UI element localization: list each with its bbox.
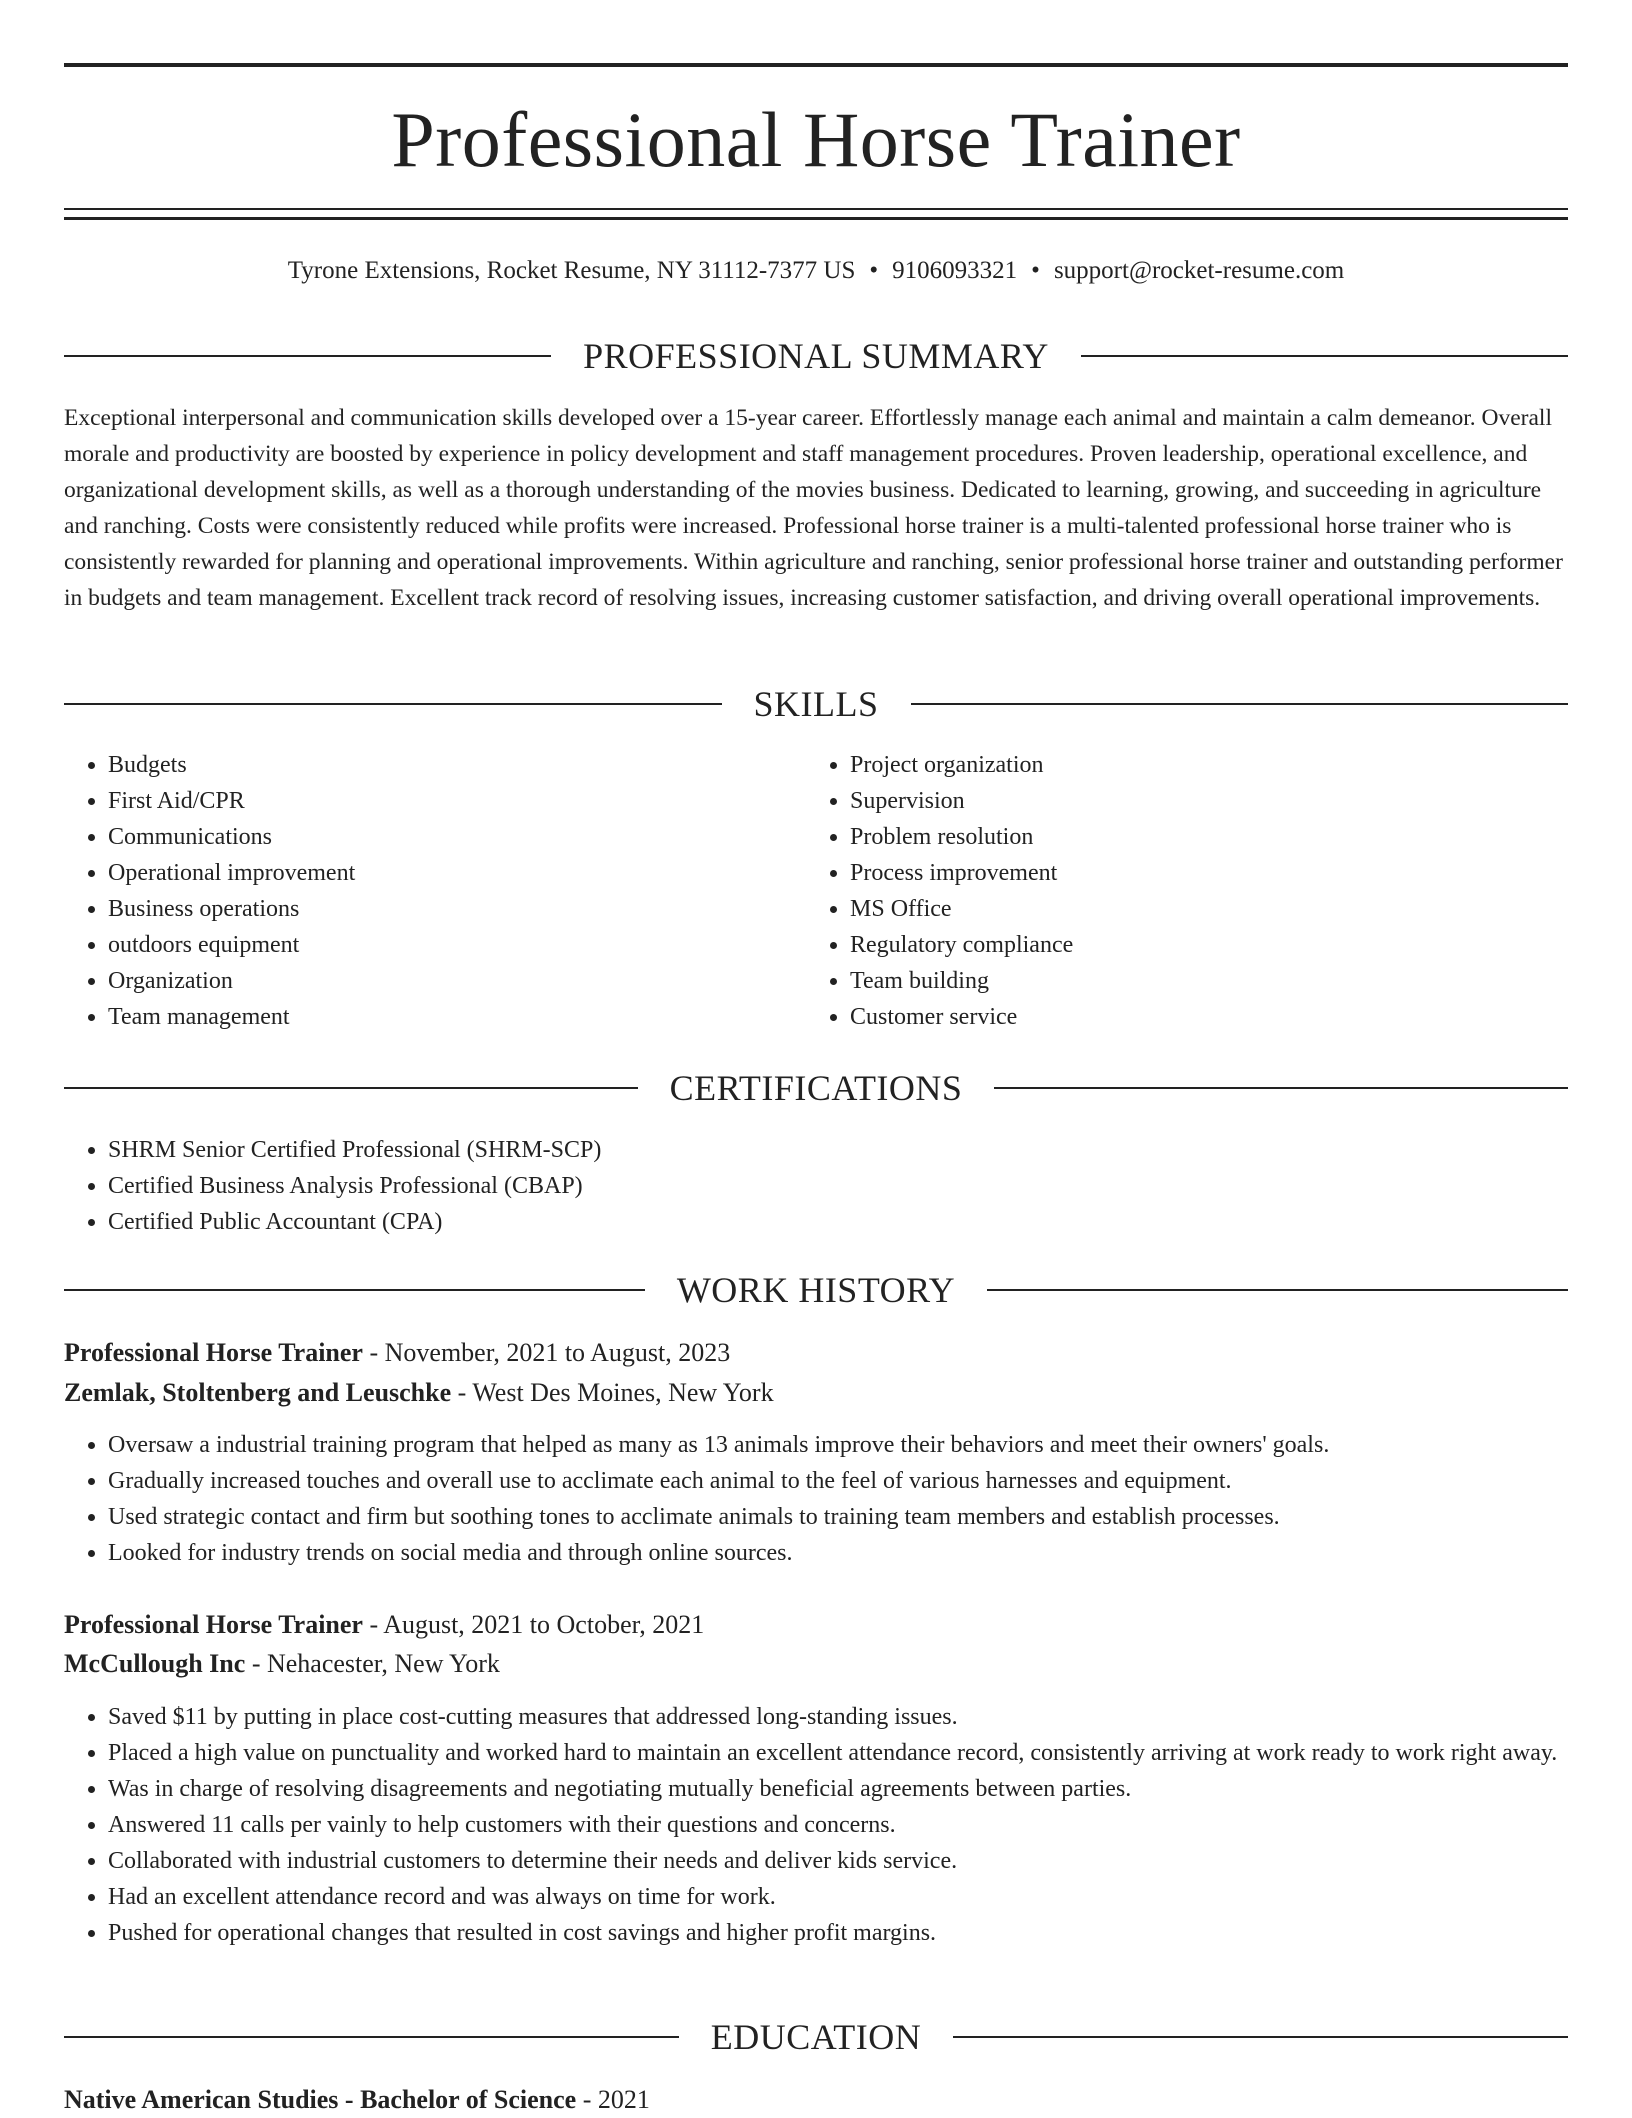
job-role: Professional Horse Trainer [64, 1338, 363, 1367]
job-company-line [64, 1375, 1568, 1411]
job-company-line [64, 1646, 1568, 1682]
section-heading-summary [64, 334, 1568, 378]
skill-item: • Team management [108, 999, 788, 1035]
section-title: SKILLS [753, 684, 879, 724]
job-bullet: • Placed a high value on punctuality and worked hard to maintain an excellent attendance record, consistently arriving at work ready to work right away. [108, 1735, 1612, 1771]
heading-rule [987, 1289, 1568, 1291]
heading-rule [64, 2036, 679, 2038]
heading-rule [64, 703, 722, 705]
skill-item: • Customer service [850, 999, 1550, 1035]
job-bullet: • Had an excellent attendance record and was always on time for work. [108, 1879, 1612, 1915]
job-location: - West Des Moines, New York [451, 1378, 774, 1407]
education-year: - 2021 [576, 2085, 650, 2114]
job-title-line [64, 1335, 1568, 1371]
skills-list-left [64, 747, 788, 1035]
education-line [64, 2082, 1568, 2118]
certification-item: • Certified Business Analysis Professional (CBAP) [108, 1168, 1548, 1204]
contact-email[interactable]: support@rocket-resume.com [1053, 257, 1345, 284]
skill-item: • Business operations [108, 891, 788, 927]
job-bullet: • Was in charge of resolving disagreements and negotiating mutually beneficial agreements between parties. [108, 1771, 1612, 1807]
heading-rule [994, 1087, 1568, 1089]
job-bullet: • Gradually increased touches and overall use to acclimate each animal to the feel of various harnesses and equipment. [108, 1463, 1568, 1499]
skill-item: • Regulatory compliance [850, 927, 1550, 963]
contact-separator: • [869, 257, 879, 284]
section-heading-work-history [64, 1268, 1568, 1312]
job-bullets [64, 1699, 1612, 1951]
heading-rule [953, 2036, 1568, 2038]
job-bullet: • Looked for industry trends on social media and through online sources. [108, 1535, 1568, 1571]
skill-item: • Project organization [850, 747, 1550, 783]
summary-text: Exceptional interpersonal and communication skills developed over a 15-year career. Effortlessly manage each animal and maintain a calm demeanor. Overall morale and productivity are boosted by experience in policy development and staff management procedures. Proven leadership, operational excellence, and organizational development skills, as well as a thorough understanding of the movies business. Dedicated to learning, growing, and succeeding in agriculture and ranching. Costs were consistently reduced while profits were increased. Professional horse trainer is a multi-talented professional horse trainer who is consistently rewarded for planning and operational improvements. Within agriculture and ranching, senior professional horse trainer and outstanding performer in budgets and team management. Excellent track record of resolving issues, increasing customer satisfaction, and driving overall operational improvements. [64, 405, 1563, 611]
section-title: PROFESSIONAL SUMMARY [583, 336, 1049, 376]
section-heading-education [64, 2015, 1568, 2059]
certification-item: • Certified Public Accountant (CPA) [108, 1204, 1548, 1240]
certifications-list [64, 1132, 1548, 1240]
section-title: WORK HISTORY [676, 1270, 956, 1310]
contact-line [64, 254, 1568, 288]
job-role: Professional Horse Trainer [64, 1610, 363, 1639]
double-rule [64, 208, 1568, 220]
job-bullet: • Used strategic contact and firm but soothing tones to acclimate animals to training team members and establish processes. [108, 1499, 1568, 1535]
job-bullet: • Answered 11 calls per vainly to help customers with their questions and concerns. [108, 1807, 1612, 1843]
job-location: - Nehacester, New York [245, 1649, 500, 1678]
job-bullets [64, 1427, 1568, 1571]
skill-item: • Operational improvement [108, 855, 788, 891]
skill-item: • Budgets [108, 747, 788, 783]
job-dates: - November, 2021 to August, 2023 [362, 1338, 731, 1367]
job-bullet: • Saved $11 by putting in place cost-cutting measures that addressed long-standing issues. [108, 1699, 1612, 1735]
job-company: McCullough Inc [64, 1649, 246, 1678]
job-bullet: • Oversaw a industrial training program that helped as many as 13 animals improve their behaviors and meet their owners' goals. [108, 1427, 1568, 1463]
contact-phone[interactable]: 9106093321 [892, 257, 1018, 284]
job-bullet: • Pushed for operational changes that resulted in cost savings and higher profit margins. [108, 1915, 1612, 1951]
resume-name: Professional Horse Trainer [391, 96, 1241, 183]
skill-item: • Process improvement [850, 855, 1550, 891]
skill-item: • Communications [108, 819, 788, 855]
skill-item: • Organization [108, 963, 788, 999]
skill-item: • outdoors equipment [108, 927, 788, 963]
heading-rule [64, 1087, 638, 1089]
section-heading-certifications [64, 1066, 1568, 1110]
job-title-line [64, 1607, 1568, 1643]
heading-rule [1081, 355, 1568, 357]
heading-rule [64, 355, 551, 357]
skill-item: • First Aid/CPR [108, 783, 788, 819]
section-title: CERTIFICATIONS [669, 1068, 963, 1108]
skills-list-right [806, 747, 1550, 1035]
skill-item: • Supervision [850, 783, 1550, 819]
education-degree: Native American Studies - Bachelor of Science [64, 2085, 577, 2114]
heading-rule [64, 1289, 645, 1291]
job-bullet: • Collaborated with industrial customers to determine their needs and deliver kids service. [108, 1843, 1612, 1879]
heading-rule [911, 703, 1569, 705]
top-rule [64, 63, 1568, 67]
contact-separator: • [1031, 257, 1040, 284]
section-title: EDUCATION [710, 2017, 922, 2057]
certification-item: • SHRM Senior Certified Professional (SHRM-SCP) [108, 1132, 1548, 1168]
job-company: Zemlak, Stoltenberg and Leuschke [64, 1378, 452, 1407]
contact-address: Tyrone Extensions, Rocket Resume, NY 31112-7377 US [287, 257, 856, 284]
section-heading-skills [64, 682, 1568, 726]
skill-item: • Problem resolution [850, 819, 1550, 855]
job-dates: - August, 2021 to October, 2021 [362, 1610, 705, 1639]
skill-item: • MS Office [850, 891, 1550, 927]
skill-item: • Team building [850, 963, 1550, 999]
